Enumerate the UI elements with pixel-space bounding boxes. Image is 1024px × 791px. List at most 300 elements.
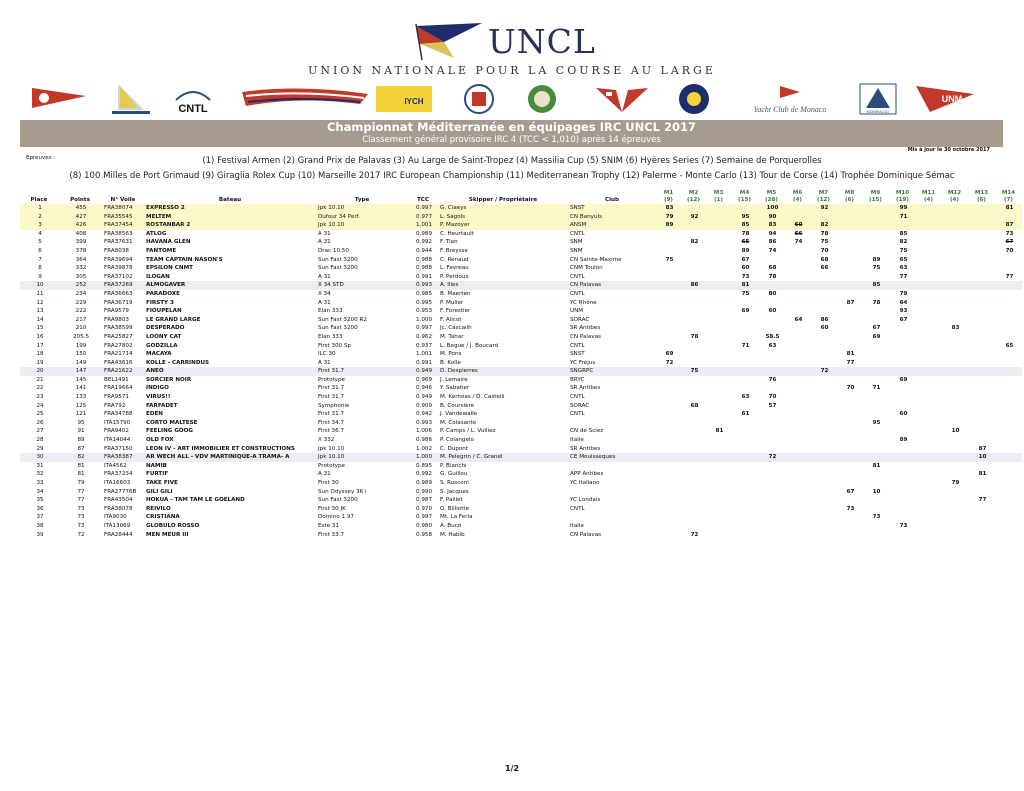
tcc: 0.977 bbox=[408, 213, 438, 222]
race-score: 100 bbox=[758, 204, 785, 213]
race-score bbox=[810, 350, 837, 359]
place: 11 bbox=[36, 290, 44, 297]
points: 125 bbox=[75, 402, 87, 409]
tcc: 0.962 bbox=[415, 333, 432, 340]
points: 73 bbox=[77, 514, 85, 521]
sail-number: FRA21622 bbox=[102, 367, 144, 376]
race-score bbox=[995, 281, 1022, 290]
race-score bbox=[995, 496, 1022, 505]
race-score bbox=[837, 333, 862, 342]
race-score bbox=[810, 342, 837, 351]
race-code: M10 bbox=[895, 190, 910, 196]
race-score bbox=[941, 419, 968, 428]
race-score: 94 bbox=[768, 230, 777, 237]
tcc: 0.991 bbox=[415, 359, 432, 366]
race-score bbox=[995, 359, 1022, 368]
skipper: S. Jacques bbox=[440, 488, 469, 495]
place: 12 bbox=[36, 299, 44, 306]
race-score bbox=[731, 419, 758, 428]
race-score bbox=[758, 256, 785, 265]
race-score bbox=[889, 324, 916, 333]
club: CN Palavas bbox=[570, 333, 602, 340]
race-score bbox=[785, 281, 810, 290]
boat-name: EXPRESSO 2 bbox=[144, 204, 316, 213]
race-score bbox=[941, 299, 968, 308]
race-score bbox=[706, 316, 731, 325]
race-score bbox=[995, 453, 1022, 462]
race-score bbox=[810, 213, 837, 222]
race-score: 78 bbox=[741, 230, 750, 237]
club: CNTL bbox=[570, 273, 585, 280]
boat-type: Sun Fast 3200 bbox=[318, 497, 358, 504]
race-entries: (4) bbox=[949, 197, 959, 203]
race-score bbox=[758, 350, 785, 359]
race-score bbox=[656, 238, 681, 247]
race-score: 85 bbox=[731, 221, 758, 230]
race-score bbox=[706, 436, 731, 445]
tcc: 0.988 bbox=[415, 265, 432, 272]
race-score bbox=[785, 522, 810, 531]
results-table bbox=[20, 190, 1022, 539]
race-score bbox=[916, 213, 941, 222]
iych-logo bbox=[374, 82, 434, 116]
race-score bbox=[706, 402, 731, 411]
place: 13 bbox=[36, 308, 44, 315]
place: 4 bbox=[38, 230, 42, 237]
race-score bbox=[731, 531, 758, 540]
points: 426 bbox=[58, 221, 102, 230]
race-score: 81 bbox=[978, 471, 987, 478]
skipper: P. Camps / L. Vulliez bbox=[440, 428, 496, 435]
race-score: 72 bbox=[665, 359, 674, 366]
unm-logo bbox=[912, 82, 978, 116]
race-score bbox=[731, 350, 758, 359]
race-score bbox=[681, 307, 706, 316]
tcc: 1.006 bbox=[415, 428, 432, 435]
club: CNTL bbox=[570, 342, 585, 349]
club: Italie bbox=[570, 522, 584, 529]
race-score bbox=[941, 281, 968, 290]
race-score bbox=[785, 531, 810, 540]
race-score bbox=[968, 316, 995, 325]
race-score bbox=[837, 307, 862, 316]
tcc: 0.909 bbox=[415, 402, 432, 409]
place: 9 bbox=[38, 273, 42, 280]
race-score bbox=[862, 307, 889, 316]
race-score: 73 bbox=[741, 273, 750, 280]
race-score bbox=[706, 470, 731, 479]
race-score bbox=[862, 290, 889, 299]
cntl-logo bbox=[168, 82, 218, 116]
race-score bbox=[995, 462, 1022, 471]
points: 205.5 bbox=[72, 333, 89, 340]
skipper: F. Paillet bbox=[440, 497, 463, 504]
club bbox=[568, 419, 656, 428]
table-row bbox=[20, 290, 1022, 299]
table-row bbox=[20, 247, 1022, 256]
table-row bbox=[20, 522, 1022, 531]
race-score bbox=[995, 488, 1022, 497]
race-score bbox=[731, 436, 758, 445]
skipper: L. Favreau bbox=[440, 265, 469, 272]
sail-number: FRA792 bbox=[104, 402, 126, 409]
race-score bbox=[968, 479, 995, 488]
corsica-logo bbox=[676, 82, 712, 116]
place: 27 bbox=[36, 428, 44, 435]
race-score bbox=[706, 410, 731, 419]
race-score bbox=[941, 221, 968, 230]
table-row bbox=[20, 264, 1022, 273]
race-score bbox=[758, 488, 785, 497]
race-score bbox=[656, 281, 681, 290]
skipper: P. Bianchi bbox=[440, 462, 467, 469]
boat-name: ROSTANBAR 2 bbox=[144, 221, 316, 230]
race-score bbox=[785, 462, 810, 471]
race-score bbox=[889, 419, 916, 428]
race-score bbox=[916, 470, 941, 479]
boat-name: FIOUPELAN bbox=[146, 308, 182, 315]
race-score: 70 bbox=[1005, 247, 1014, 254]
race-score bbox=[810, 505, 837, 514]
race-score bbox=[968, 264, 995, 273]
race-score bbox=[837, 410, 862, 419]
race-score bbox=[837, 290, 862, 299]
race-score bbox=[916, 221, 941, 230]
race-score: 69 bbox=[741, 308, 750, 315]
race-score bbox=[706, 213, 731, 222]
race-score bbox=[941, 505, 968, 514]
race-score bbox=[968, 419, 995, 428]
boat-type: Drac 10.50 bbox=[318, 247, 349, 254]
race-score: 89 bbox=[899, 437, 908, 444]
race-score bbox=[785, 513, 810, 522]
points: 150 bbox=[75, 351, 87, 358]
race-score bbox=[889, 496, 916, 505]
race-score bbox=[706, 419, 731, 428]
sail-number: ITA13069 bbox=[104, 522, 131, 529]
table-row bbox=[20, 402, 1022, 411]
race-score bbox=[916, 359, 941, 368]
race-code: M4 bbox=[739, 190, 750, 196]
race-code: M11 bbox=[921, 190, 936, 196]
race-score bbox=[889, 342, 916, 351]
place: 28 bbox=[36, 437, 44, 444]
club bbox=[568, 488, 656, 497]
race-score bbox=[706, 247, 731, 256]
table-row bbox=[20, 230, 1022, 239]
race-score bbox=[837, 531, 862, 540]
race-score: 87 bbox=[978, 445, 987, 452]
table-row bbox=[20, 462, 1022, 471]
skipper: J. Lemaire bbox=[440, 376, 468, 383]
race-score bbox=[758, 522, 785, 531]
place: 25 bbox=[36, 411, 44, 418]
race-score bbox=[785, 453, 810, 462]
crossed-flags-logo bbox=[586, 82, 658, 116]
points: 95 bbox=[77, 419, 85, 426]
tcc: 0.993 bbox=[408, 281, 438, 290]
place: 35 bbox=[36, 497, 44, 504]
race-score bbox=[731, 367, 758, 376]
skipper: Jc. Cascailh bbox=[440, 325, 472, 332]
race-score bbox=[889, 402, 916, 411]
race-score bbox=[862, 496, 889, 505]
race-score bbox=[837, 247, 862, 256]
race-score bbox=[916, 273, 941, 282]
race-score bbox=[758, 384, 785, 393]
points: 234 bbox=[75, 290, 87, 297]
boat-name: MEN MEUR III bbox=[146, 531, 189, 538]
boat-type: Este 31 bbox=[318, 522, 339, 529]
place: 16 bbox=[36, 333, 44, 340]
race-score bbox=[916, 281, 941, 290]
race-score: 99 bbox=[889, 204, 916, 213]
race-score bbox=[889, 281, 916, 290]
race-score: 83 bbox=[758, 221, 785, 230]
race-score: 95 bbox=[872, 419, 881, 426]
table-row bbox=[20, 488, 1022, 497]
race-code: M13 bbox=[974, 190, 989, 196]
race-score bbox=[968, 359, 995, 368]
race-score bbox=[941, 238, 968, 247]
race-score bbox=[837, 324, 862, 333]
tcc: 1.001 bbox=[415, 351, 432, 358]
table-row bbox=[20, 393, 1022, 402]
race-score: 64 bbox=[794, 316, 803, 323]
race-score bbox=[995, 470, 1022, 479]
race-score bbox=[941, 247, 968, 256]
club: CE Mouisseques bbox=[568, 453, 656, 462]
skipper: F. Forestier bbox=[440, 308, 471, 315]
race-score: 86 bbox=[768, 239, 777, 246]
race-score: 63 bbox=[741, 394, 750, 401]
race-score bbox=[706, 350, 731, 359]
race-score bbox=[837, 427, 862, 436]
boat-name: FEELING GOOG bbox=[146, 428, 194, 435]
skipper: L. Sagols bbox=[438, 213, 568, 222]
boat-type: Sun Fast 3200 R2 bbox=[318, 316, 367, 323]
race-score: 95 bbox=[731, 213, 758, 222]
boat-name: MELTEM bbox=[144, 213, 316, 222]
boat-name: GILI GILI bbox=[146, 488, 173, 495]
boat-type: Jpk 10.10 bbox=[318, 445, 345, 452]
header-place: Place bbox=[30, 197, 48, 203]
race-score bbox=[785, 256, 810, 265]
race-score: 92 bbox=[810, 204, 837, 213]
skipper: P. Mazoyer bbox=[438, 221, 568, 230]
race-score bbox=[810, 513, 837, 522]
race-score bbox=[995, 213, 1022, 222]
race-score bbox=[995, 307, 1022, 316]
race-score bbox=[681, 342, 706, 351]
race-score bbox=[916, 350, 941, 359]
race-score: 82 bbox=[899, 239, 908, 246]
points: 77 bbox=[77, 488, 85, 495]
race-code: M8 bbox=[844, 190, 855, 196]
boat-type: Sun Fast 3200 bbox=[318, 325, 358, 332]
race-code: M9 bbox=[870, 190, 881, 196]
race-score bbox=[656, 402, 681, 411]
place: 3 bbox=[20, 221, 58, 230]
results-body bbox=[20, 204, 1022, 539]
flag-banner-logo bbox=[240, 82, 370, 116]
race-score: 69 bbox=[899, 376, 908, 383]
table-row bbox=[20, 470, 1022, 479]
header-race-3 bbox=[706, 190, 731, 204]
race-score bbox=[862, 350, 889, 359]
sail-number: FRA21714 bbox=[104, 351, 133, 358]
club: SNST bbox=[568, 204, 656, 213]
race-score bbox=[889, 505, 916, 514]
race-score: 61 bbox=[741, 411, 750, 418]
club: Italie bbox=[570, 437, 584, 444]
race-score bbox=[681, 324, 706, 333]
race-score bbox=[941, 213, 968, 222]
race-score bbox=[656, 419, 681, 428]
race-score bbox=[862, 221, 889, 230]
race-score bbox=[968, 290, 995, 299]
boat-name: FURTIF bbox=[146, 471, 169, 478]
race-score bbox=[916, 402, 941, 411]
race-score bbox=[941, 522, 968, 531]
race-score bbox=[681, 376, 706, 385]
race-score: 87 bbox=[995, 221, 1022, 230]
boat-type: A 31 bbox=[318, 239, 331, 246]
race-score bbox=[862, 247, 889, 256]
table-row bbox=[20, 496, 1022, 505]
points: 210 bbox=[75, 325, 87, 332]
skipper: M. Habib bbox=[440, 531, 465, 538]
table-row bbox=[20, 238, 1022, 247]
table-row bbox=[20, 273, 1022, 282]
points: 77 bbox=[77, 497, 85, 504]
skipper: C. Dupont bbox=[440, 445, 469, 452]
iych-logo-text: IYCH bbox=[404, 97, 424, 106]
race-score bbox=[995, 445, 1022, 454]
table-row bbox=[20, 453, 1022, 462]
race-score bbox=[995, 505, 1022, 514]
race-score bbox=[837, 376, 862, 385]
club: CNTL bbox=[570, 290, 585, 297]
skipper: F. Breysse bbox=[440, 247, 468, 254]
race-score: 67 bbox=[872, 325, 881, 332]
race-score bbox=[941, 496, 968, 505]
race-code: M5 bbox=[766, 190, 777, 196]
points: 149 bbox=[75, 359, 87, 366]
race-score bbox=[656, 445, 681, 454]
header-race-4 bbox=[731, 190, 758, 204]
boat-type: First 34.7 bbox=[318, 419, 345, 426]
tcc: 0.949 bbox=[415, 394, 432, 401]
race-score: 83 bbox=[656, 204, 681, 213]
race-score bbox=[995, 316, 1022, 325]
place: 21 bbox=[36, 376, 44, 383]
skipper: A. Burzi bbox=[440, 522, 462, 529]
header-skipper: Skipper / Propriétaire bbox=[468, 197, 538, 203]
race-score: 10 bbox=[872, 488, 881, 495]
race-score bbox=[995, 299, 1022, 308]
race-score bbox=[916, 531, 941, 540]
race-score bbox=[681, 470, 706, 479]
tcc: 0.997 bbox=[415, 514, 432, 521]
race-entries: (7) bbox=[1003, 197, 1013, 203]
race-score bbox=[837, 342, 862, 351]
club: SNM bbox=[570, 239, 583, 246]
race-score bbox=[889, 488, 916, 497]
boat-name: TAKE FIVE bbox=[146, 480, 178, 486]
sail-number: FRA39694 bbox=[104, 256, 133, 263]
header-race-5 bbox=[758, 190, 785, 204]
club: CN Palavas bbox=[570, 531, 602, 538]
club: SNM bbox=[570, 247, 583, 254]
table-row bbox=[20, 324, 1022, 333]
race-score bbox=[995, 333, 1022, 342]
page-header bbox=[0, 0, 1024, 120]
race-score bbox=[656, 393, 681, 402]
race-score: 70 bbox=[846, 385, 855, 392]
race-score bbox=[837, 204, 862, 213]
race-score bbox=[810, 299, 837, 308]
race-score bbox=[862, 342, 889, 351]
boat-name: GLOBULO ROSSO bbox=[146, 522, 200, 529]
sponsor-logos bbox=[28, 82, 988, 118]
race-score bbox=[706, 453, 731, 462]
race-score bbox=[656, 522, 681, 531]
race-score bbox=[968, 238, 995, 247]
sail-number: FRA38387 bbox=[102, 453, 144, 462]
race-score bbox=[837, 238, 862, 247]
header-race-12 bbox=[941, 190, 968, 204]
race-score bbox=[758, 299, 785, 308]
race-score bbox=[681, 505, 706, 514]
race-score bbox=[837, 445, 862, 454]
race-score: 75 bbox=[681, 367, 706, 376]
race-score: 65 bbox=[1005, 342, 1014, 349]
race-score bbox=[706, 359, 731, 368]
club: CNTL bbox=[570, 505, 585, 512]
race-score bbox=[810, 462, 837, 471]
race-score: 81 bbox=[872, 462, 881, 469]
club: YC Rhône bbox=[570, 299, 597, 306]
place: 15 bbox=[36, 325, 44, 332]
place: 7 bbox=[38, 256, 42, 263]
race-score bbox=[706, 488, 731, 497]
race-score: 89 bbox=[656, 221, 681, 230]
skipper: G. Guillou bbox=[440, 471, 468, 478]
race-score: 74 bbox=[768, 247, 777, 254]
sail-number: FRA37631 bbox=[104, 239, 133, 246]
race-score bbox=[656, 376, 681, 385]
bonifacio-logo bbox=[858, 82, 898, 116]
race-score bbox=[916, 238, 941, 247]
skipper: C. Heurtault bbox=[440, 230, 474, 237]
place: 17 bbox=[36, 342, 44, 349]
race-score bbox=[681, 419, 706, 428]
race-score bbox=[785, 213, 810, 222]
race-score bbox=[731, 384, 758, 393]
skipper: Y. Sabatier bbox=[440, 385, 470, 392]
race-score: 71 bbox=[872, 385, 881, 392]
race-score bbox=[731, 299, 758, 308]
race-score bbox=[681, 264, 706, 273]
boat-type: Elan 333 bbox=[318, 308, 343, 315]
boat-name: LE GRAND LARGE bbox=[146, 316, 201, 323]
points: 229 bbox=[75, 299, 87, 306]
race-score: 78 bbox=[768, 273, 777, 280]
skipper: L. Begue / J. Boucard bbox=[440, 342, 499, 349]
skipper: M. Pons bbox=[440, 351, 462, 358]
race-score bbox=[706, 238, 731, 247]
